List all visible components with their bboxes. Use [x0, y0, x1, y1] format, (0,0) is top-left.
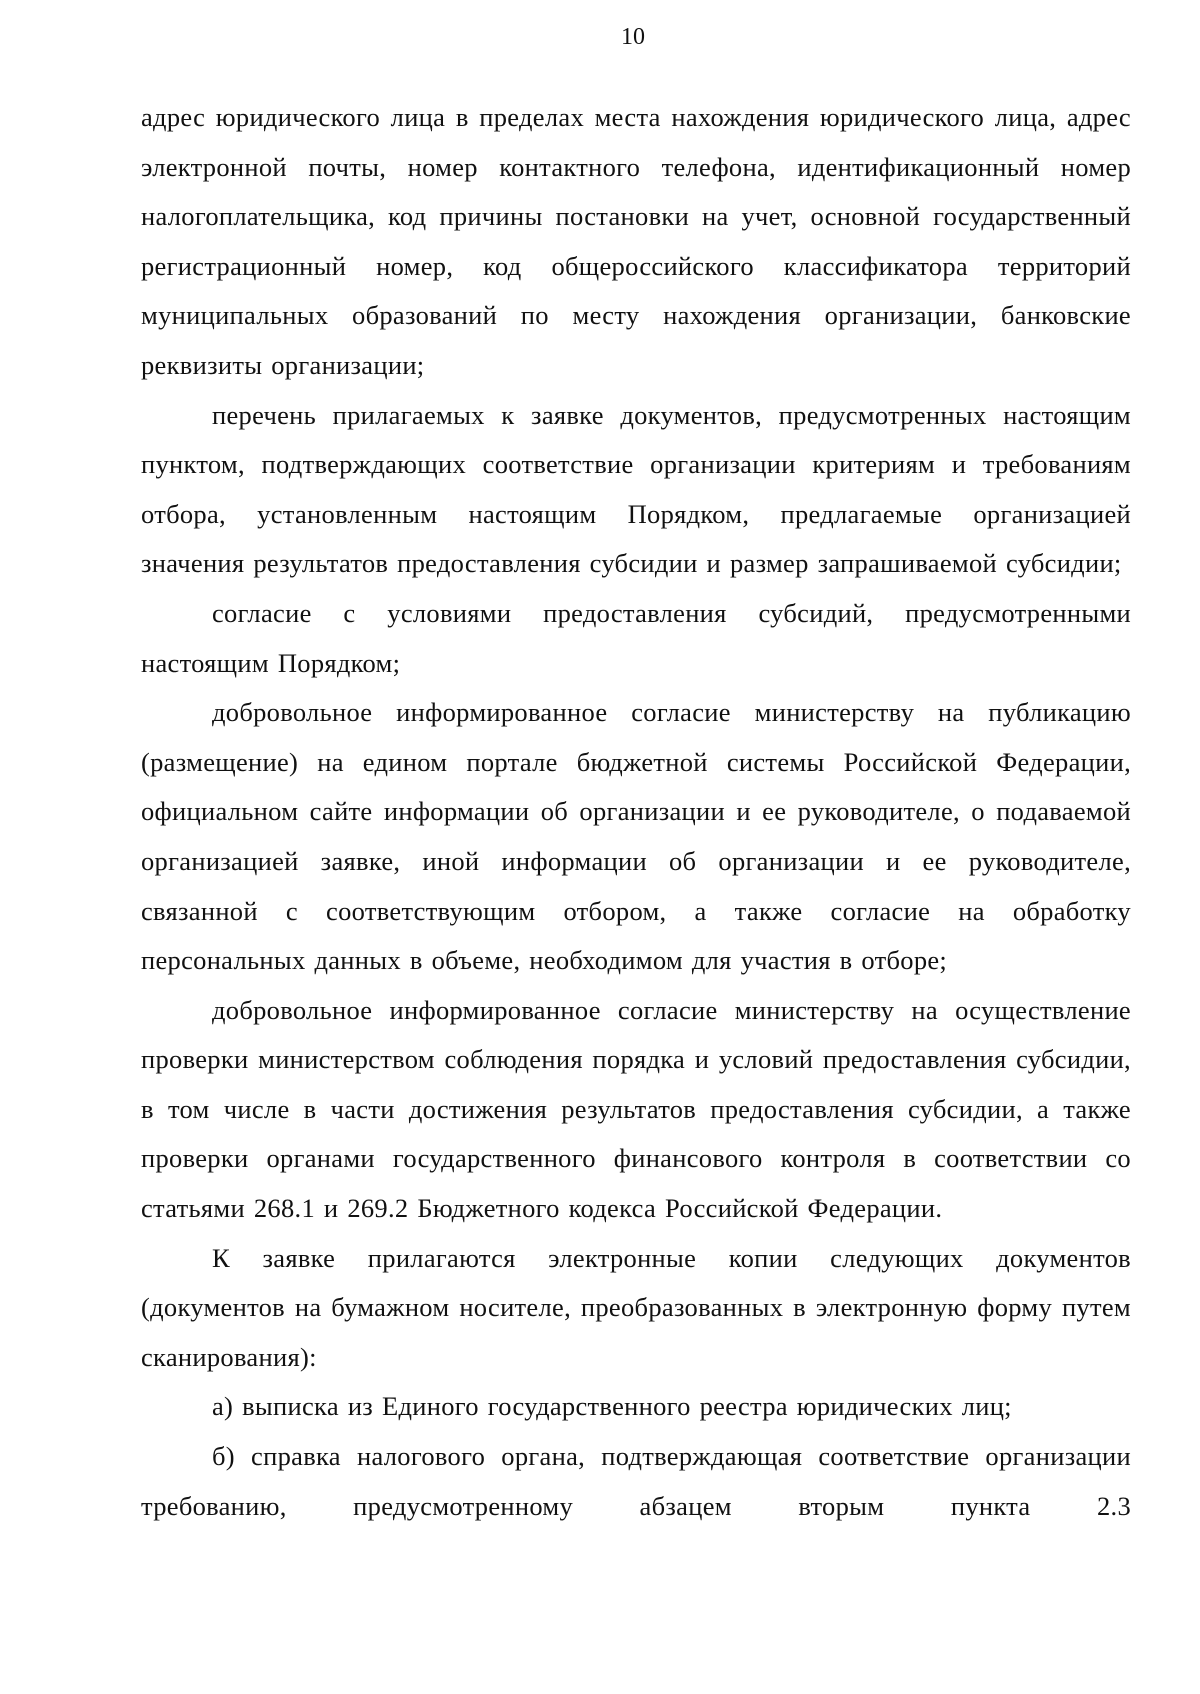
- paragraph-publication-consent: добровольное информированное согласие министерству на публикацию (размещение) на едином портале бюджетной системы Российской Федерации, официальном сайте информации об организации и ее руководителе, о подаваемой организацией заявке, иной информации об организации и ее руководителе, связанной с соответствующим отбором, а также согласие на обработку персональных данных в объеме, необходимом для участия в отборе;: [141, 697, 1131, 976]
- page-number: 10: [621, 24, 645, 50]
- paragraph-consent-conditions: согласие с условиями предоставления субсидий, предусмотренными настоящим Порядком;: [141, 597, 1131, 678]
- paragraph-attached-documents-list: перечень прилагаемых к заявке документов, предусмотренных настоящим пунктом, подтверждающих соответствие организации критериям и требованиям отбора, установленным настоящим Порядком, предлагаемые организацией значения результатов предоставления субсидии и размер запрашиваемой субсидии;: [141, 399, 1131, 579]
- paragraph-inspection-consent: добровольное информированное согласие министерству на осуществление проверки министерством соблюдения порядка и условий предоставления субсидии, в том числе в части достижения результатов предоставления субсидии, а также проверки органами государственного финансового контроля в соответствии со статьями 268.1 и 269.2 Бюджетного кодекса Российской Федерации.: [141, 994, 1131, 1224]
- document-body: [141, 93, 1131, 1531]
- paragraph-electronic-copies: К заявке прилагаются электронные копии следующих документов (документов на бумажном носителе, преобразованных в электронную форму путем сканирования):: [141, 1242, 1131, 1372]
- paragraph-organization-details: адрес юридического лица в пределах места нахождения юридического лица, адрес электронной почты, номер контактного телефона, идентификационный номер налогоплательщика, код причины постановки на учет, основной государственный регистрационный номер, код общероссийского классификатора территорий муниципальных образований по месту нахождения организации, банковские реквизиты организации;: [141, 102, 1131, 380]
- list-item-b: б) справка налогового органа, подтверждающая соответствие организации требованию, предусмотренному абзацем вторым пункта 2.3: [141, 1441, 1131, 1521]
- list-item-a: а) выписка из Единого государственного реестра юридических лиц;: [212, 1391, 1012, 1422]
